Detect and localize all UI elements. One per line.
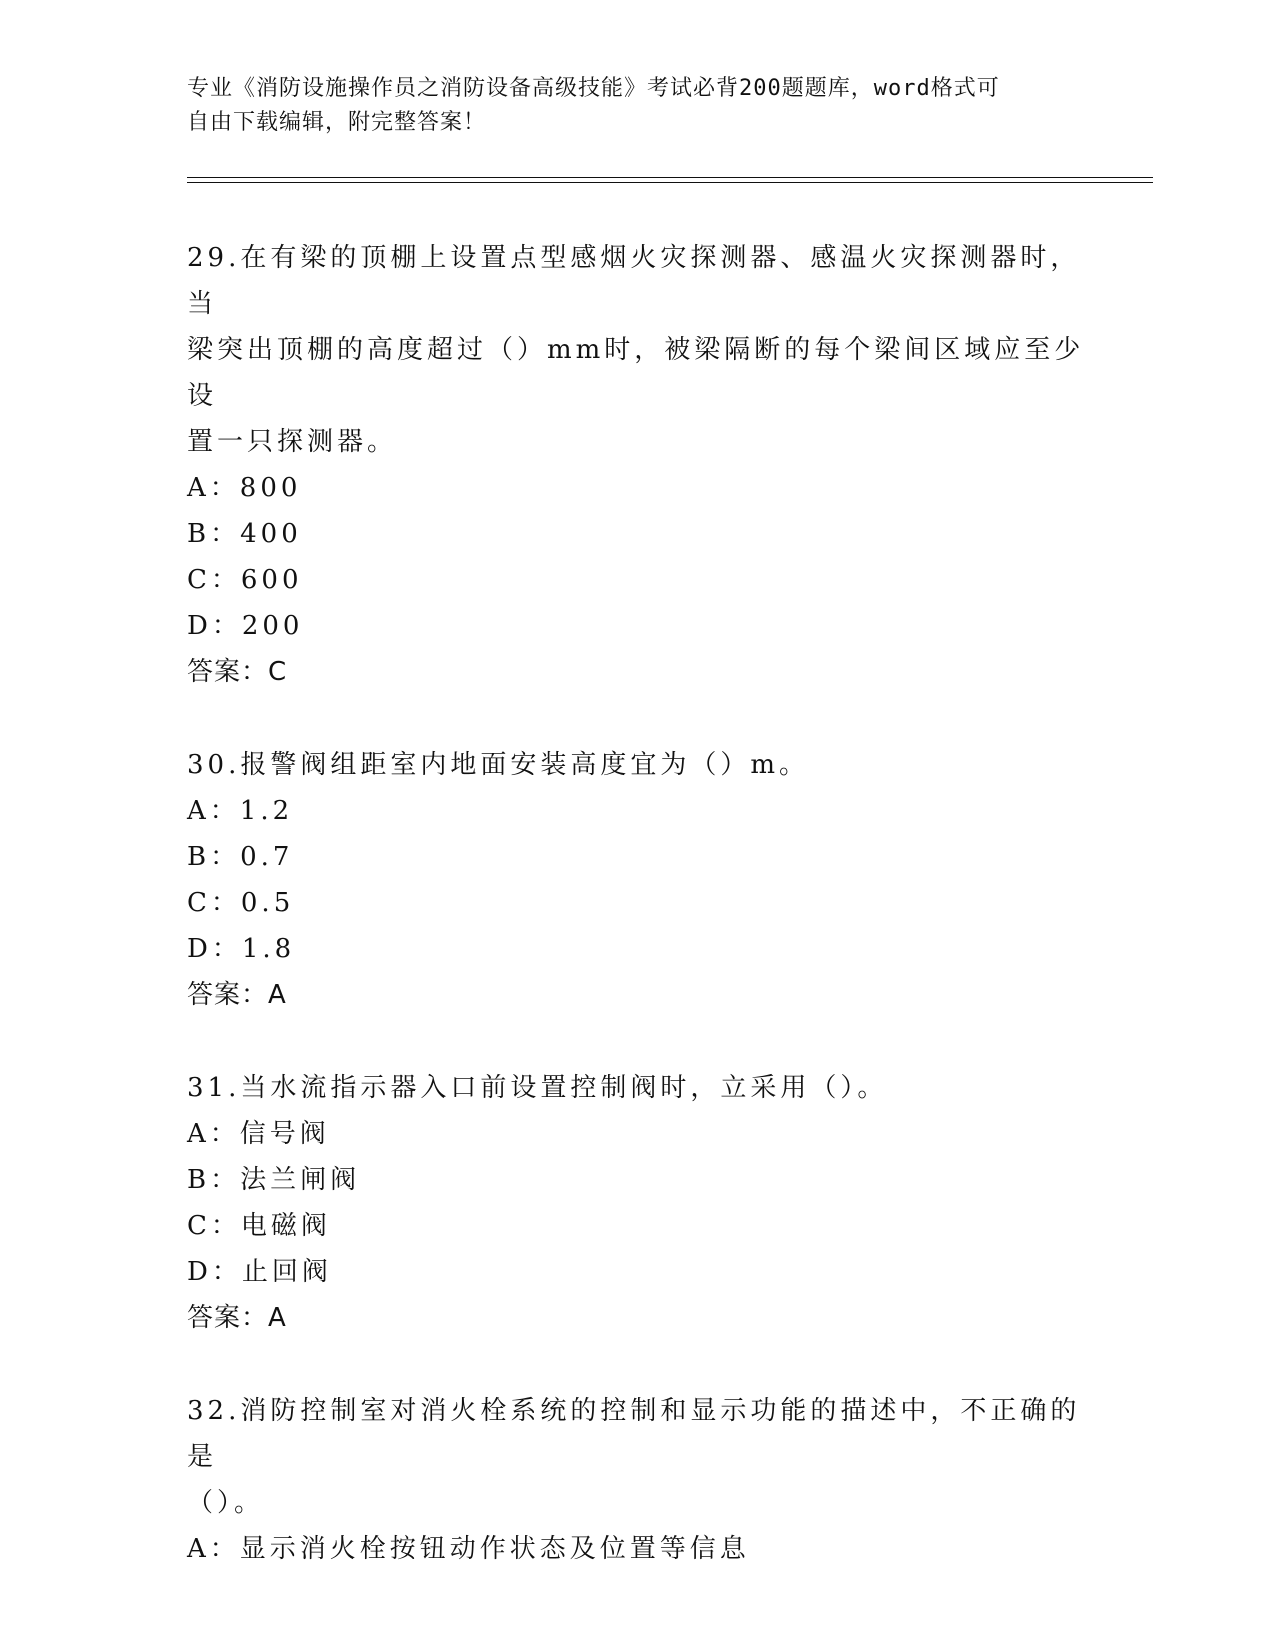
option-d: D：1.8: [187, 934, 296, 964]
header-line-2: 自由下载编辑，附完整答案！: [187, 110, 487, 135]
header-rule-bottom: [187, 182, 1153, 183]
question-list: [187, 235, 1087, 1619]
question-stem-line: 30.报警阀组距室内地面安装高度宜为（）m。: [187, 750, 810, 780]
option-b: B：400: [187, 519, 302, 549]
question-stem-line: 置一只探测器。: [187, 427, 398, 457]
option-a: A：信号阀: [187, 1119, 330, 1149]
option-a: A：1.2: [187, 796, 294, 826]
document-header: [187, 72, 1087, 140]
option-d: D：止回阀: [187, 1257, 332, 1287]
option-c: C：0.5: [187, 888, 295, 918]
question-29: [187, 235, 1087, 695]
question-stem-line: 32.消防控制室对消火栓系统的控制和显示功能的描述中，不正确的是: [187, 1396, 1081, 1472]
question-stem-line: 31.当水流指示器入口前设置控制阀时，立采用（）。: [187, 1073, 888, 1103]
question-stem-line: 梁突出顶棚的高度超过（）mm时，被梁隔断的每个梁间区域应至少设: [187, 335, 1085, 411]
option-b: B：法兰闸阀: [187, 1165, 361, 1195]
option-c: C：600: [187, 565, 303, 595]
answer: 答案：A: [187, 1303, 287, 1333]
option-c: C：电磁阀: [187, 1211, 331, 1241]
option-b: B：0.7: [187, 842, 294, 872]
answer: 答案：C: [187, 657, 288, 687]
question-30: [187, 742, 1087, 1018]
option-d: D：200: [187, 611, 304, 641]
question-32: [187, 1388, 1087, 1572]
question-stem-line: （）。: [187, 1488, 265, 1518]
question-31: [187, 1065, 1087, 1341]
option-a: A：显示消火栓按钮动作状态及位置等信息: [187, 1534, 750, 1564]
question-stem-line: 29.在有梁的顶棚上设置点型感烟火灾探测器、感温火灾探测器时，当: [187, 243, 1081, 319]
option-a: A：800: [187, 473, 302, 503]
answer: 答案：A: [187, 980, 287, 1010]
header-rule-top: [187, 177, 1153, 178]
header-line-1: 专业《消防设施操作员之消防设备高级技能》考试必背200题题库，word格式可: [187, 76, 1000, 101]
